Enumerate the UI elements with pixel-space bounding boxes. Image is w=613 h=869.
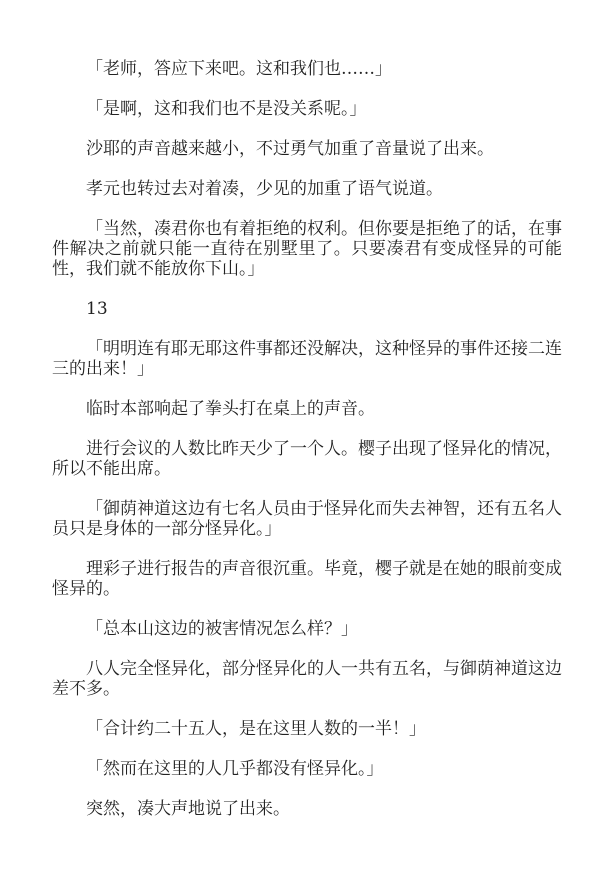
paragraph-dialogue: 「当然，凑君你也有着拒绝的权利。但你要是拒绝了的话，在事件解决之前就只能一直待在别墅里了。只要凑君有变成怪异的可能性，我们就不能放你下山。」 <box>52 219 562 279</box>
page-text <box>52 59 562 839</box>
paragraph-narration: 八人完全怪异化，部分怪异化的人一共有五名，与御荫神道这边差不多。 <box>52 659 562 699</box>
paragraph-narration: 理彩子进行报告的声音很沉重。毕竟，樱子就是在她的眼前变成怪异的。 <box>52 559 562 599</box>
paragraph-dialogue: 「合计约二十五人，是在这里人数的一半！」 <box>86 719 426 739</box>
paragraph-dialogue: 「御荫神道这边有七名人员由于怪异化而失去神智，还有五名人员只是身体的一部分怪异化。」 <box>52 499 562 539</box>
paragraph-dialogue: 「然而在这里的人几乎都没有怪异化。」 <box>86 759 384 779</box>
paragraph-narration: 突然，凑大声地说了出来。 <box>86 799 290 819</box>
paragraph-dialogue: 「明明连有耶无耶这件事都还没解决，这种怪异的事件还接二连三的出来！」 <box>52 339 562 379</box>
paragraph-narration: 孝元也转过去对着凑，少见的加重了语气说道。 <box>86 179 443 199</box>
paragraph-dialogue: 「是啊，这和我们也不是没关系呢。」 <box>86 99 367 119</box>
paragraph-narration: 临时本部响起了拳头打在桌上的声音。 <box>86 399 375 419</box>
paragraph-narration: 进行会议的人数比昨天少了一个人。樱子出现了怪异化的情况，所以不能出席。 <box>52 439 562 479</box>
paragraph-dialogue: 「老师，答应下来吧。这和我们也……」 <box>86 59 392 79</box>
paragraph-dialogue: 「总本山这边的被害情况怎么样？」 <box>86 619 358 639</box>
paragraph-narration: 沙耶的声音越来越小，不过勇气加重了音量说了出来。 <box>86 139 494 159</box>
section-number: 13 <box>86 299 108 319</box>
